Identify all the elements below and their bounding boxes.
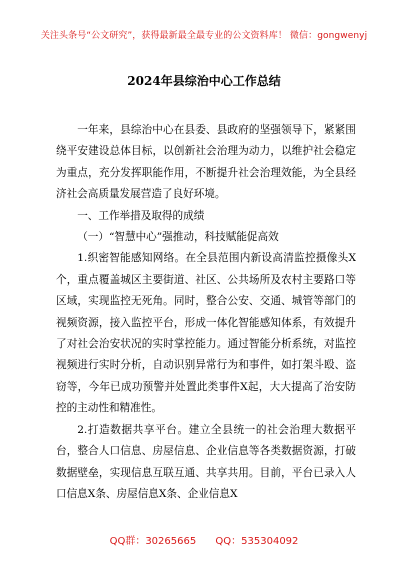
intro-paragraph: 一年来，县综治中心在县委、县政府的坚强领导下，紧紧围绕平安建设总体目标，以创新社会治理为动力，以维护社会稳定为重点，充分发挥职能作用，不断提升社会治理效能，为全县经济社会高质量发展营造了良好环境。 (56, 124, 356, 201)
item-paragraph-1: 1.织密智能感知网络。在全县范围内新设高清监控摄像头X个，重点覆盖城区主要街道、社区、公共场所及农村主要路口等区域，实现监控无死角。同时，整合公安、交通、城管等部门的视频资源，接入监控平台，形成一体化智能感知体系，有效提升了对社会治安状况的实时掌控能力。通过智能分析系统，对监控视频进行实时分析，自动识别异常行为和事件，如打架斗殴、盗窃等，今年已成功预警并处置此类事件X起，大大提高了治安防控的主动性和精准性。 (56, 252, 356, 415)
document-title: 2024年县综治中心工作总结 (127, 74, 281, 88)
subsection-heading: （一）“智慧中心”强推动，科技赋能促高效 (77, 231, 279, 244)
document-body (56, 120, 356, 505)
contact-footer (0, 532, 408, 547)
qq-number: QQ：535304092 (215, 536, 299, 547)
item-paragraph-2: 2.打造数据共享平台。建立全县统一的社会治理大数据平台，整合人口信息、房屋信息、企业信息等各类数据资源，打破数据壁垒，实现信息互联互通、共享共用。目前，平台已录入人口信息X条、房屋信息X条、企业信息X (56, 423, 356, 500)
section-heading: 一、工作举措及取得的成绩 (77, 209, 205, 222)
qq-group: QQ群：30265665 (109, 536, 197, 547)
promo-banner: 关注头条号“公文研究”，获得最新最全最专业的公文资料库！ 微信：gongwenyj (40, 31, 368, 41)
